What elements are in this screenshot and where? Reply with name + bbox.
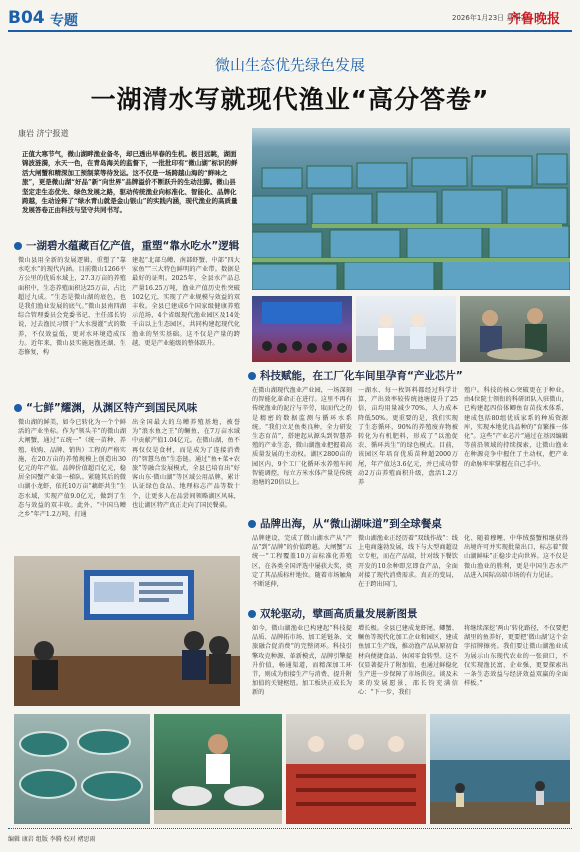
header-rule (8, 30, 572, 32)
section-title: 双轮驱动，擘画高质量发展新图景 (260, 608, 418, 620)
section-heading-1 (14, 238, 239, 253)
conference-hall-photo (252, 296, 352, 362)
section-label: 专题 (50, 13, 78, 29)
section-3-col-1: 在微山湖现代渔业产业园，一场深刻的智能化革命正在进行。这里不再有传统渔业的泥泞与辛劳，取而代之的是精密的数据监测与循环水系统。“我们立足鱼类良种，全力研发生态育苗”，搭建起从源头到智慧养殖的产业生态，微山湖渔业把握着高质量发展的主动权。湖区2800亩的园区内，9个工厂化循环水养殖车间智能调控，每立方米水体产量是传统池塘的20倍以上。 (252, 387, 352, 487)
bullet-icon (14, 404, 22, 412)
section-4-col-1: 品牌建设，完成了微山湖水产从“产品”到“品牌”的价值跨越。大闸蟹“五统一”工程覆盖10万亩标准化养殖区，在各类全国评选中屡获大奖，奠定了其品质标杆地位。随着市场触角不断延伸， (252, 535, 352, 589)
fisherman-basins-photo (154, 714, 282, 824)
section-5-col-3: 将继续深挖‘两山’转化路径，不仅要把湖里的鱼养好，更要把‘微山湖’这个金字招牌擦亮。我们要让微山湖渔业成为展示山东现代农业的一张窗口，不仅实现渔民富、企业强，更要探索出一条生态效益与经济效益双赢的全面样板。” (464, 625, 568, 688)
fishermen-catch-photo (460, 296, 570, 362)
indoor-fish-tanks-photo (14, 714, 150, 824)
section-2-col-2: 出全国最大的乌鳢养殖基地，被誉为“浪水鱼之王”的鳜鱼，在7万亩水域中贡献产值1.04亿元。在微山湖，鱼不再仅仅是食材，而是成为了连接消费的“智慧鸟鱼”生态链。通过“鱼+菜+农旅”等融合发展模式，全县已培育出“好客山东·微山湖”等区域公用品牌，累计认证绿色食品、地理标志产品等数十个，让更多人在品尝间领略湖区风味，也让湖区特产真正走向了国民餐桌。 (132, 419, 240, 509)
footer-rule (8, 828, 572, 831)
section-5-col-2: 增长极。全县已建成龙虾尾、鲫蟹、鳜鱼等现代化加工企业和园区，建成鱼加工生产线，推动渔产品从原初食材向便捷食品、休闲零食转型。这不仅显著提升了附加值，也通过鲜稳化生产进一步保障了市场供应。谈及未来的发展愿景，邵长钧充满信心：“下一步，我们 (358, 625, 458, 697)
editor-credits: 编辑 康岩 组版 李腾 校对 褚思雨 (8, 836, 96, 843)
section-2-col-1: 微山湖的鲜美，如今已转化为一个个鲜活的产业坐标。作为“领头羊”的微山湖大闸蟹，通过“五统一”（统一苗种、养殖、收购、品牌、销售）工程的严格实施，在20万亩的养殖规模上创造出30亿元的年产值。品牌价值超百亿元，稳居全国蟹产业第一梯队。紧随其后的微山湖小龙虾，依托10万亩“藕虾共生”生态水域，实现产值9.0亿元，做到了生态与效益的双丰收。此外，“中国乌鳢之乡”年产1.2万吨，打通 (18, 419, 126, 519)
section-1-col-2: 建起“北部乌鳢、南部虾蟹、中部“四大家鱼”“三大特色鲜明的产业带。数据是最好的证明。2025年，全县水产品总产量16.25万吨，渔业产值历史性突破102亿元，实现了产业规模与效益的双丰收。全县已建成6个国家级健康养殖示范场，4个省级现代渔业园区及14处千亩以上生态园区，共同构建起现代化渔业的坚实基础。这不仅是产量的跨越，更是产业能级的整体跃升。 (132, 257, 240, 347)
section-title: 科技赋能，在工厂化车间里孕育“产业芯片” (260, 370, 463, 382)
lead-paragraph: 正值大寒节气，微山湖畔渔业备冬，却已透出早春的生机。极目远眺，湖面锦波涟漪，水天一色，在青岛海关的监督下，一批批印有“微山湖”标识的鲜活大闸蟹和精深加工预制菜等待发运。这不仅是一场跨越山海的“鲜味之旅”，更是微山湖“好品”新“向世界”品牌溢价不断跃升的生动注脚。微山县坚定走生态优先、绿色发展之路，驱动传统渔业向标准化、智能化、品牌化跨越，生动诠释了“绿水青山就是金山银山”的实践内涵，现代渔业的高质量发展答卷正由科技与坚守共同书写。 (22, 150, 238, 215)
section-4-col-2: 微山湖渔业正经历着“双线作战”：线上电商蓬勃发展，线下与大型商超设立专柜，而在产品端，针对线下餐饮开发的10余种即烹即食产品，全面对接了现代消费需求。真正的变局，在于跨出国门， (358, 535, 458, 589)
section-heading-2 (14, 400, 197, 415)
aerial-fish-ponds-photo (252, 128, 570, 290)
bullet-icon (248, 372, 256, 380)
crayfish-processing-photo (286, 714, 426, 824)
bullet-icon (248, 610, 256, 618)
section-1-col-1: 微山县用全新的发展逻辑，重塑了“靠水吃水”的现代内涵。目前微山1266平方公里的优质水域上，27.3万亩的养殖面积中，生态养殖面积达25万亩，占比超过九成。“生态是微山湖的底色，也是我们渔业发展的底气。”微山县南四湖综合管理委员会党委书记、主任邵长钧说，过去渔民习惯于“大水漫灌”式的数养，不仅效益低，更对水环境造成压力。近年来，微山县实施退渔还湖、生态修复，构 (18, 257, 126, 357)
section-5-col-1: 如今，微山湖渔业已构建起“科技提品质、品牌拓市场、加工延链条、文旅融合促消费”的完整闭环。科技引擎攻克种源、革新模式，品牌引擎提升价值，畅通渠道，而精深加工环节，则成为衔接生产与消费、提升附加值的关键枢纽。加工板块正成长为新的 (252, 625, 352, 697)
section-title: 品牌出海，从“微山湖味道”到全球餐桌 (260, 518, 442, 530)
bullet-icon (14, 242, 22, 250)
bullet-icon (248, 520, 256, 528)
section-3-col-3: 殖户。科技的核心突破更在于种业。由4位院士领衔的科研团队入驻微山，已构建起四倍体鲫鱼育苗技术体系，建成包括80组优质家系的种质资源库，实现本地优良品种的“育繁推一体化”。这些“产业芯片”通过在基因编辑等前沿领域的持续探索，让微山渔业在种源竞争中握住了主动权，把产业的命脉牢牢掌握在自己手中。 (464, 387, 568, 468)
meeting-room-photo (14, 556, 240, 706)
masthead-logo: 齐鲁晚报 (508, 12, 561, 27)
section-4-col-3: 化、随着穆鲤、中华绒螯蟹相继获得出境许可并实现批量出口，标志着“微山湖鲜味”正稳步走向世界。这不仅是微山渔业的胜利，更是中国生态水产品进入国际高端市场的有力见证。 (464, 535, 568, 579)
issue-date: 2026年1月23日 星期五 (452, 14, 528, 22)
section-heading-5 (248, 606, 418, 621)
byline: 康岩 济宁报道 (18, 129, 69, 138)
kicker-title: 微山生态优先绿色发展 (214, 56, 365, 74)
section-heading-4 (248, 516, 442, 531)
page-number: B04 (8, 8, 45, 28)
section-3-col-2: 一湖水、每一枚饵料都经过科学计算，产出效率较传统池塘提升了25倍，亩均用量减少70%，人力成本降低50%。更重要的是，我们实现了生态循环，90%的养殖废弃物被转化为有机肥料，形成了“以渔促农、循环共生”的绿色模式。目前，该园区年培育优质苗种超2000万尾，年产值达3.6亿元，并已成功带动2万亩养殖面积升级，盘活1.2万养 (358, 387, 458, 487)
headline: 一湖清水写就现代渔业“高分答卷” (90, 85, 490, 114)
section-heading-3 (248, 368, 463, 383)
section-title: “七鲜”耀渊，从渊区特产到国民风味 (26, 402, 198, 414)
lab-researchers-photo (356, 296, 456, 362)
lake-fishing-photo (430, 714, 570, 824)
section-title: 一湖碧水蕴藏百亿产值，重塑“靠水吃水”逻辑 (26, 240, 240, 252)
